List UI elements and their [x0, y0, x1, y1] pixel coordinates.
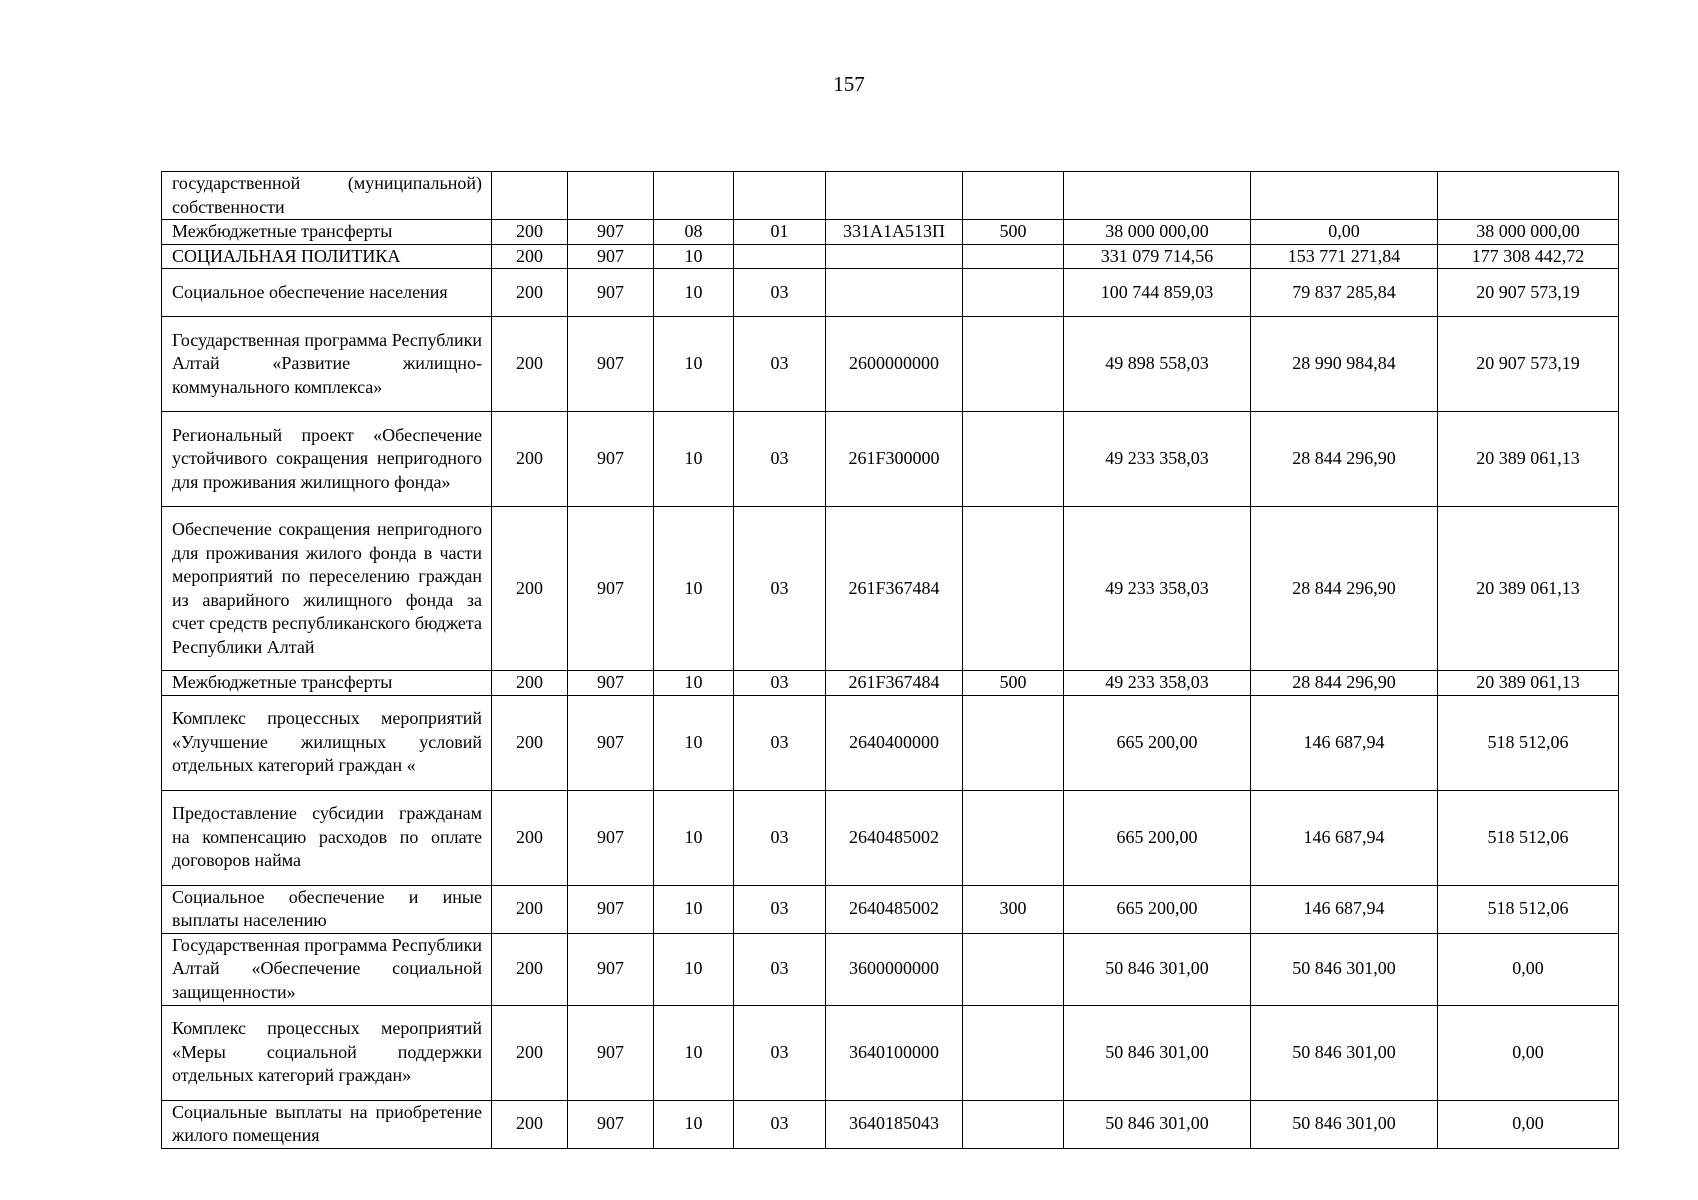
code-cell: [492, 172, 568, 220]
row-name: Региональный проект «Обеспечение устойчивого сокращения непригодного для проживания жилищного фонда»: [162, 412, 492, 507]
code-cell: 03: [734, 671, 826, 696]
table-row: [162, 1005, 1619, 1100]
code-cell: 500: [963, 220, 1064, 245]
page-number: 157: [833, 72, 865, 96]
code-cell: 3640185043: [826, 1100, 963, 1148]
amount-cell: 146 687,94: [1251, 885, 1438, 933]
code-cell: 03: [734, 933, 826, 1005]
code-cell: 01: [734, 220, 826, 245]
code-cell: 907: [568, 1005, 654, 1100]
amount-cell: 50 846 301,00: [1251, 1005, 1438, 1100]
amount-cell: 50 846 301,00: [1064, 1005, 1251, 1100]
code-cell: 200: [492, 885, 568, 933]
code-cell: 261F300000: [826, 412, 963, 507]
code-cell: 200: [492, 507, 568, 671]
code-cell: 3600000000: [826, 933, 963, 1005]
code-cell: [826, 244, 963, 269]
code-cell: 200: [492, 412, 568, 507]
table-row: [162, 1100, 1619, 1148]
code-cell: [963, 695, 1064, 790]
code-cell: 3640100000: [826, 1005, 963, 1100]
amount-cell: 20 907 573,19: [1438, 269, 1619, 317]
code-cell: 300: [963, 885, 1064, 933]
code-cell: [826, 269, 963, 317]
amount-cell: 20 389 061,13: [1438, 412, 1619, 507]
code-cell: 03: [734, 412, 826, 507]
amount-cell: 518 512,06: [1438, 790, 1619, 885]
code-cell: 10: [654, 1005, 734, 1100]
amount-cell: 0,00: [1438, 1100, 1619, 1148]
row-name: Обеспечение сокращения непригодного для проживания жилого фонда в части мероприятий по переселению граждан из аварийного жилищного фонда за счет средств республиканского бюджета Республики Алтай: [162, 507, 492, 671]
code-cell: 2640400000: [826, 695, 963, 790]
table-row: [162, 933, 1619, 1005]
code-cell: [826, 172, 963, 220]
amount-cell: 0,00: [1251, 220, 1438, 245]
code-cell: 200: [492, 790, 568, 885]
table-row: [162, 172, 1619, 220]
amount-cell: [1064, 172, 1251, 220]
amount-cell: 50 846 301,00: [1064, 933, 1251, 1005]
amount-cell: [1251, 172, 1438, 220]
code-cell: 907: [568, 507, 654, 671]
code-cell: 03: [734, 695, 826, 790]
code-cell: 500: [963, 671, 1064, 696]
code-cell: [963, 1100, 1064, 1148]
amount-cell: 28 844 296,90: [1251, 507, 1438, 671]
amount-cell: 100 744 859,03: [1064, 269, 1251, 317]
code-cell: 03: [734, 790, 826, 885]
table-row: [162, 507, 1619, 671]
budget-table: [161, 171, 1619, 1149]
table-row: [162, 885, 1619, 933]
row-name: Межбюджетные трансферты: [162, 220, 492, 245]
code-cell: [734, 244, 826, 269]
code-cell: 907: [568, 220, 654, 245]
code-cell: 10: [654, 671, 734, 696]
table-row: [162, 317, 1619, 412]
code-cell: 08: [654, 220, 734, 245]
code-cell: 907: [568, 412, 654, 507]
amount-cell: 49 233 358,03: [1064, 507, 1251, 671]
code-cell: 10: [654, 244, 734, 269]
code-cell: 200: [492, 695, 568, 790]
code-cell: 2600000000: [826, 317, 963, 412]
row-name: Социальное обеспечение населения: [162, 269, 492, 317]
table-row: [162, 671, 1619, 696]
code-cell: 10: [654, 885, 734, 933]
row-name: Социальные выплаты на приобретение жилого помещения: [162, 1100, 492, 1148]
code-cell: 200: [492, 671, 568, 696]
code-cell: 03: [734, 1005, 826, 1100]
amount-cell: 28 844 296,90: [1251, 412, 1438, 507]
code-cell: 10: [654, 412, 734, 507]
row-name: Государственная программа Республики Алтай «Развитие жилищно-коммунального комплекса»: [162, 317, 492, 412]
code-cell: [654, 172, 734, 220]
table-row: [162, 412, 1619, 507]
code-cell: 200: [492, 933, 568, 1005]
code-cell: [963, 1005, 1064, 1100]
amount-cell: 20 907 573,19: [1438, 317, 1619, 412]
code-cell: 200: [492, 317, 568, 412]
amount-cell: 50 846 301,00: [1251, 933, 1438, 1005]
code-cell: 03: [734, 1100, 826, 1148]
row-name: государственной (муниципальной) собственности: [162, 172, 492, 220]
code-cell: 200: [492, 244, 568, 269]
code-cell: 907: [568, 1100, 654, 1148]
amount-cell: 50 846 301,00: [1251, 1100, 1438, 1148]
row-name: Предоставление субсидии гражданам на компенсацию расходов по оплате договоров найма: [162, 790, 492, 885]
row-name: Межбюджетные трансферты: [162, 671, 492, 696]
code-cell: 03: [734, 269, 826, 317]
code-cell: 907: [568, 933, 654, 1005]
row-name: Социальное обеспечение и иные выплаты населению: [162, 885, 492, 933]
table-row: [162, 790, 1619, 885]
code-cell: 10: [654, 269, 734, 317]
amount-cell: 20 389 061,13: [1438, 671, 1619, 696]
code-cell: 907: [568, 885, 654, 933]
amount-cell: 518 512,06: [1438, 695, 1619, 790]
code-cell: 261F367484: [826, 507, 963, 671]
code-cell: 10: [654, 695, 734, 790]
code-cell: [734, 172, 826, 220]
amount-cell: 38 000 000,00: [1438, 220, 1619, 245]
code-cell: 907: [568, 790, 654, 885]
amount-cell: 177 308 442,72: [1438, 244, 1619, 269]
row-name: Комплекс процессных мероприятий «Улучшение жилищных условий отдельных категорий граждан «: [162, 695, 492, 790]
row-name: Государственная программа Республики Алтай «Обеспечение социальной защищенности»: [162, 933, 492, 1005]
amount-cell: 146 687,94: [1251, 695, 1438, 790]
amount-cell: 146 687,94: [1251, 790, 1438, 885]
code-cell: [963, 172, 1064, 220]
code-cell: 200: [492, 220, 568, 245]
code-cell: 907: [568, 695, 654, 790]
code-cell: 907: [568, 269, 654, 317]
table-row: [162, 244, 1619, 269]
amount-cell: 20 389 061,13: [1438, 507, 1619, 671]
table-row: [162, 269, 1619, 317]
row-name: Комплекс процессных мероприятий «Меры социальной поддержки отдельных категорий граждан»: [162, 1005, 492, 1100]
amount-cell: 0,00: [1438, 1005, 1619, 1100]
row-name: СОЦИАЛЬНАЯ ПОЛИТИКА: [162, 244, 492, 269]
code-cell: 10: [654, 933, 734, 1005]
amount-cell: 518 512,06: [1438, 885, 1619, 933]
amount-cell: 665 200,00: [1064, 695, 1251, 790]
amount-cell: 665 200,00: [1064, 790, 1251, 885]
amount-cell: 49 233 358,03: [1064, 412, 1251, 507]
code-cell: 03: [734, 507, 826, 671]
code-cell: [963, 933, 1064, 1005]
amount-cell: 49 233 358,03: [1064, 671, 1251, 696]
code-cell: 261F367484: [826, 671, 963, 696]
code-cell: [963, 317, 1064, 412]
amount-cell: 28 844 296,90: [1251, 671, 1438, 696]
code-cell: 10: [654, 317, 734, 412]
code-cell: 10: [654, 1100, 734, 1148]
code-cell: 200: [492, 1100, 568, 1148]
code-cell: 907: [568, 671, 654, 696]
code-cell: [568, 172, 654, 220]
amount-cell: 79 837 285,84: [1251, 269, 1438, 317]
amount-cell: 153 771 271,84: [1251, 244, 1438, 269]
code-cell: 200: [492, 269, 568, 317]
code-cell: [963, 269, 1064, 317]
amount-cell: 0,00: [1438, 933, 1619, 1005]
amount-cell: 665 200,00: [1064, 885, 1251, 933]
amount-cell: 49 898 558,03: [1064, 317, 1251, 412]
code-cell: 10: [654, 507, 734, 671]
code-cell: 10: [654, 790, 734, 885]
code-cell: 2640485002: [826, 790, 963, 885]
amount-cell: 28 990 984,84: [1251, 317, 1438, 412]
table-row: [162, 695, 1619, 790]
amount-cell: [1438, 172, 1619, 220]
amount-cell: 38 000 000,00: [1064, 220, 1251, 245]
code-cell: 03: [734, 885, 826, 933]
code-cell: [963, 790, 1064, 885]
amount-cell: 50 846 301,00: [1064, 1100, 1251, 1148]
code-cell: [963, 507, 1064, 671]
code-cell: 03: [734, 317, 826, 412]
code-cell: 907: [568, 317, 654, 412]
code-cell: [963, 244, 1064, 269]
amount-cell: 331 079 714,56: [1064, 244, 1251, 269]
code-cell: 331А1А513П: [826, 220, 963, 245]
code-cell: 200: [492, 1005, 568, 1100]
code-cell: 2640485002: [826, 885, 963, 933]
code-cell: 907: [568, 244, 654, 269]
table-row: [162, 220, 1619, 245]
code-cell: [963, 412, 1064, 507]
